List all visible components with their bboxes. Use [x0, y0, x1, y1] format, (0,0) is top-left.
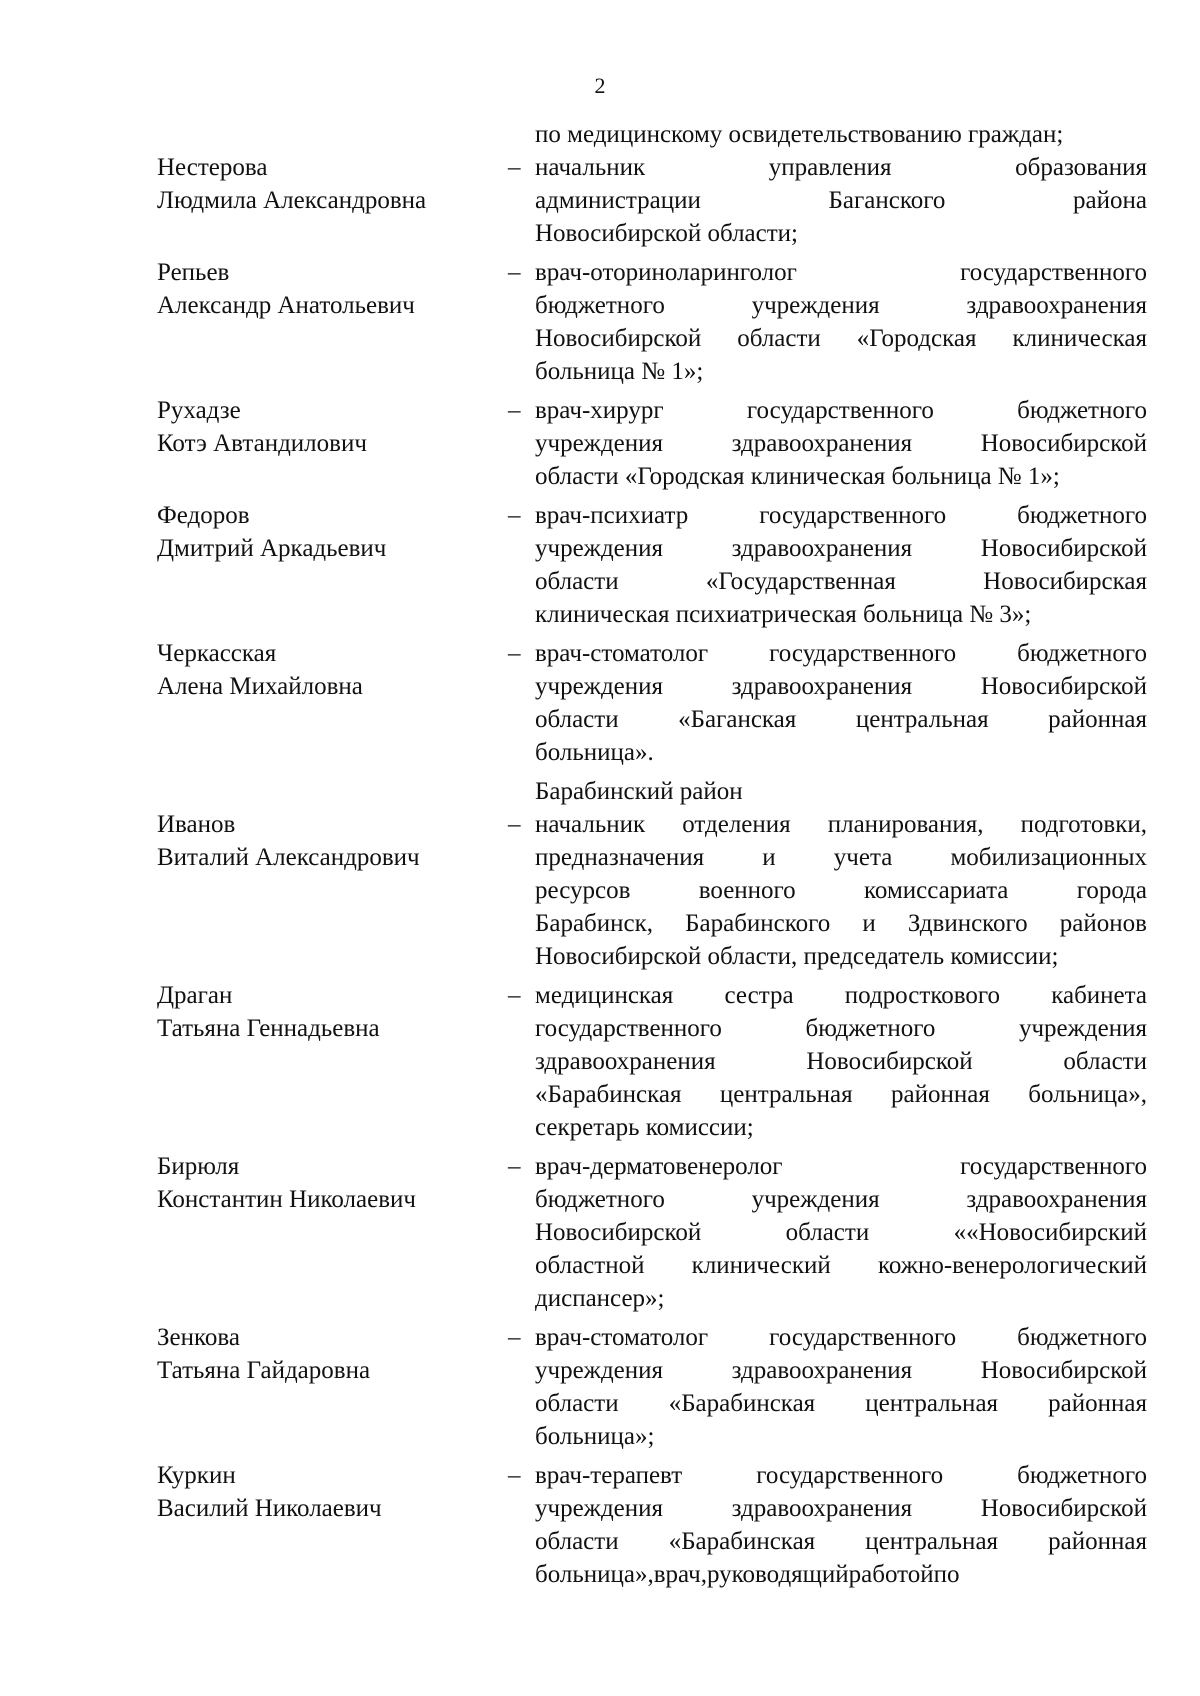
description-fragment: ресурсов	[535, 877, 631, 904]
description-fragment: бюджетного	[535, 1186, 665, 1213]
members-group-b	[157, 808, 1147, 1597]
description-fragment: Новосибирской	[535, 325, 702, 352]
description-fragment: бюджетного	[1017, 1462, 1147, 1489]
entry-line	[157, 1492, 1147, 1525]
description-fragment: районная	[891, 1081, 990, 1108]
description-fragment: здравоохранения	[731, 1495, 913, 1522]
position-description-line	[535, 637, 1147, 670]
position-description-line	[535, 1420, 1147, 1453]
description-fragment: здравоохранения	[535, 1048, 716, 1075]
description-fragment: и	[762, 844, 776, 871]
description-fragment: Новосибирской области, председатель комиссии;	[535, 943, 1059, 970]
position-description-line	[535, 1150, 1147, 1183]
description-fragment: здравоохранения	[731, 1357, 913, 1384]
member-surname: Драган	[157, 982, 233, 1009]
entry-line	[157, 460, 1147, 493]
description-fragment: области	[535, 1528, 619, 1555]
description-fragment: учреждения	[535, 535, 664, 562]
description-fragment: и	[862, 910, 876, 937]
entry-line	[157, 532, 1147, 565]
position-description-line	[535, 289, 1147, 322]
entry-line	[157, 1045, 1147, 1078]
entry-line	[157, 598, 1147, 631]
description-fragment: бюджетного	[1017, 397, 1147, 424]
entry-line	[157, 1558, 1147, 1591]
position-description-line	[535, 256, 1147, 289]
member-entry	[157, 499, 1147, 631]
description-fragment: образования	[1015, 154, 1147, 181]
description-fragment: врач-стоматолог	[535, 640, 709, 667]
dash-separator: –	[508, 811, 521, 838]
description-fragment: предназначения	[535, 844, 705, 871]
description-fragment: работой	[848, 1561, 934, 1588]
section-title-text: Барабинский район	[535, 778, 743, 805]
description-fragment: врач-терапевт	[535, 1462, 683, 1489]
member-entry	[157, 1150, 1147, 1315]
description-fragment: подросткового	[844, 982, 1000, 1009]
entry-line	[157, 565, 1147, 598]
entry-line	[157, 1282, 1147, 1315]
entry-line	[157, 736, 1147, 769]
entry-line	[157, 907, 1147, 940]
intro-text: по медицинскому освидетельствованию граждан;	[535, 121, 1064, 148]
dash-separator: –	[508, 640, 521, 667]
position-description-line	[535, 1012, 1147, 1045]
member-surname: Репьев	[157, 259, 230, 286]
entry-line	[157, 322, 1147, 355]
description-fragment: здравоохранения	[966, 1186, 1147, 1213]
member-entry	[157, 979, 1147, 1144]
position-description-line	[535, 703, 1147, 736]
entry-line	[157, 1216, 1147, 1249]
entry-line	[157, 1150, 1147, 1183]
description-fragment: области	[1063, 1048, 1147, 1075]
description-fragment: центральная	[719, 1081, 853, 1108]
entry-spacer	[157, 1591, 1147, 1597]
description-fragment: учреждения	[535, 673, 664, 700]
description-fragment: государственного	[960, 1153, 1147, 1180]
description-fragment: врач-хирург	[535, 397, 664, 424]
description-fragment: мобилизационных	[950, 844, 1147, 871]
description-fragment: Новосибирской	[980, 673, 1147, 700]
description-fragment: Баганского	[828, 187, 946, 214]
dash-separator: –	[508, 502, 521, 529]
dash-separator: –	[508, 1324, 521, 1351]
description-fragment: Новосибирская	[983, 568, 1147, 595]
position-description-line	[535, 1111, 1147, 1144]
member-surname: Рухадзе	[157, 397, 241, 424]
entry-line	[157, 1525, 1147, 1558]
description-fragment: врач-стоматолог	[535, 1324, 709, 1351]
member-given-names: Татьяна Гайдаровна	[157, 1357, 371, 1384]
entry-line	[157, 1183, 1147, 1216]
member-entry	[157, 1321, 1147, 1453]
position-description-line	[535, 499, 1147, 532]
member-given-names: Людмила Александровна	[157, 187, 427, 214]
description-fragment: больница № 1»;	[535, 358, 704, 385]
description-fragment: больница».	[535, 739, 654, 766]
description-fragment: врач,	[653, 1561, 707, 1588]
member-given-names: Татьяна Геннадьевна	[157, 1015, 380, 1042]
member-given-names: Александр Анатольевич	[157, 292, 415, 319]
position-description-line	[535, 565, 1147, 598]
description-fragment: больница»,	[535, 1561, 654, 1588]
position-description-line	[535, 322, 1147, 355]
position-description-line	[535, 394, 1147, 427]
description-fragment: учреждения	[535, 430, 664, 457]
position-description-line	[535, 1492, 1147, 1525]
description-fragment: здравоохранения	[731, 535, 913, 562]
position-description-line	[535, 907, 1147, 940]
entry-line	[157, 874, 1147, 907]
member-given-names: Виталий Александрович	[157, 844, 420, 871]
description-fragment: учреждения	[1018, 1015, 1147, 1042]
description-fragment: клиническая психиатрическая больница № 3»;	[535, 601, 1032, 628]
position-description-line	[535, 1525, 1147, 1558]
dash-separator: –	[508, 259, 521, 286]
description-fragment: Новосибирской	[980, 535, 1147, 562]
dash-separator: –	[508, 1153, 521, 1180]
description-fragment: секретарь комиссии;	[535, 1114, 754, 1141]
entry-line	[157, 256, 1147, 289]
entry-line	[157, 184, 1147, 217]
position-description-line	[535, 808, 1147, 841]
description-fragment: бюджетного	[805, 1015, 936, 1042]
member-given-names: Алена Михайловна	[157, 673, 363, 700]
entry-line	[157, 427, 1147, 460]
position-description-line	[535, 1183, 1147, 1216]
entry-line	[157, 637, 1147, 670]
description-fragment: учреждения	[751, 292, 880, 319]
member-given-names: Дмитрий Аркадьевич	[157, 535, 387, 562]
position-description-line	[535, 1558, 1147, 1591]
member-surname: Иванов	[157, 811, 236, 838]
position-description-line	[535, 736, 1147, 769]
member-given-names: Котэ Автандилович	[157, 430, 367, 457]
entry-line	[157, 499, 1147, 532]
description-fragment: диспансер»;	[535, 1285, 665, 1312]
entry-line	[157, 217, 1147, 250]
position-description-line	[535, 427, 1147, 460]
position-description-line	[535, 1459, 1147, 1492]
description-fragment: учреждения	[535, 1357, 664, 1384]
position-description-line	[535, 1387, 1147, 1420]
description-fragment: Барабинского	[685, 910, 831, 937]
description-fragment: государственного	[746, 397, 934, 424]
description-fragment: сестра	[724, 982, 794, 1009]
entry-line	[157, 670, 1147, 703]
description-fragment: по	[933, 1561, 960, 1588]
entry-line	[157, 703, 1147, 736]
position-description-line	[535, 460, 1147, 493]
description-fragment: «Городская	[856, 325, 977, 352]
description-fragment: учреждения	[751, 1186, 880, 1213]
entry-line	[157, 1459, 1147, 1492]
description-fragment: учреждения	[535, 1495, 664, 1522]
description-fragment: «Государственная	[705, 568, 896, 595]
position-description-line	[535, 184, 1147, 217]
member-entry	[157, 256, 1147, 388]
description-fragment: планирования,	[827, 811, 984, 838]
description-fragment: начальник	[535, 811, 646, 838]
position-description-line	[535, 1321, 1147, 1354]
page-number: 2	[594, 73, 606, 98]
description-fragment: Новосибирской	[535, 1219, 702, 1246]
commission-list	[157, 118, 1147, 1597]
description-fragment: государственного	[535, 1015, 722, 1042]
description-fragment: области	[737, 325, 821, 352]
member-entry	[157, 1459, 1147, 1591]
position-description-line	[535, 1249, 1147, 1282]
description-fragment: врач-дерматовенеролог	[535, 1153, 783, 1180]
description-fragment: центральная	[865, 1390, 999, 1417]
section-title	[157, 775, 1147, 808]
position-description-line	[535, 979, 1147, 1012]
position-description-line	[535, 670, 1147, 703]
entry-line	[157, 1078, 1147, 1111]
description-fragment: района	[1073, 187, 1147, 214]
description-fragment: Барабинск,	[535, 910, 654, 937]
description-fragment: областной	[535, 1252, 645, 1279]
position-description-line	[535, 355, 1147, 388]
entry-line	[157, 940, 1147, 973]
description-fragment: «Баганская	[678, 706, 797, 733]
description-fragment: области	[535, 1390, 619, 1417]
entry-line	[157, 1387, 1147, 1420]
description-fragment: медицинская	[535, 982, 674, 1009]
entry-line	[157, 1420, 1147, 1453]
description-fragment: государственного	[769, 640, 957, 667]
position-description-line	[535, 532, 1147, 565]
description-fragment: государственного	[756, 1462, 944, 1489]
description-fragment: клинический	[691, 1252, 831, 1279]
description-fragment: управления	[768, 154, 892, 181]
description-fragment: области	[535, 568, 619, 595]
position-description-line	[535, 217, 1147, 250]
position-description-line	[535, 1078, 1147, 1111]
members-group-a	[157, 151, 1147, 775]
description-fragment: больница»;	[535, 1423, 655, 1450]
member-entry	[157, 151, 1147, 250]
description-fragment: центральная	[855, 706, 989, 733]
description-fragment: «Барабинская	[668, 1528, 816, 1555]
member-surname: Федоров	[157, 502, 250, 529]
member-surname: Нестерова	[157, 154, 268, 181]
description-fragment: Новосибирской	[980, 430, 1147, 457]
description-fragment: Новосибирской	[806, 1048, 973, 1075]
position-description-line	[535, 598, 1147, 631]
description-fragment: государственного	[769, 1324, 957, 1351]
description-fragment: области «Городская клиническая больница № 1»;	[535, 463, 1060, 490]
description-fragment: области	[785, 1219, 870, 1246]
description-fragment: здравоохранения	[731, 430, 913, 457]
description-fragment: здравоохранения	[731, 673, 913, 700]
description-fragment: Здвинского	[907, 910, 1028, 937]
description-fragment: кожно-венерологический	[877, 1252, 1147, 1279]
description-fragment: учета	[833, 844, 893, 871]
description-fragment: бюджетного	[1017, 640, 1147, 667]
member-given-names: Василий Николаевич	[157, 1495, 382, 1522]
description-fragment: врач-психиатр	[535, 502, 689, 529]
position-description-line	[535, 1045, 1147, 1078]
description-fragment: бюджетного	[1017, 1324, 1147, 1351]
entry-line	[157, 979, 1147, 1012]
intro-line	[157, 118, 1147, 151]
entry-line	[157, 355, 1147, 388]
member-given-names: Константин Николаевич	[157, 1186, 416, 1213]
dash-separator: –	[508, 1462, 521, 1489]
member-surname: Зенкова	[157, 1324, 240, 1351]
description-fragment: военного	[698, 877, 796, 904]
member-entry	[157, 808, 1147, 973]
member-entry	[157, 394, 1147, 493]
description-fragment: комиссариата	[864, 877, 1009, 904]
entry-line	[157, 808, 1147, 841]
entry-line	[157, 1249, 1147, 1282]
description-fragment: города	[1076, 877, 1147, 904]
entry-line	[157, 289, 1147, 322]
position-description-line	[535, 940, 1147, 973]
description-fragment: бюджетного	[1017, 502, 1147, 529]
position-description-line	[535, 874, 1147, 907]
description-fragment: районная	[1048, 706, 1147, 733]
entry-line	[157, 1321, 1147, 1354]
description-fragment: бюджетного	[535, 292, 665, 319]
description-fragment: Новосибирской области;	[535, 220, 799, 247]
entry-line	[157, 151, 1147, 184]
description-fragment: «Барабинская	[535, 1081, 682, 1108]
description-fragment: районная	[1048, 1390, 1147, 1417]
member-entry	[157, 637, 1147, 769]
entry-line	[157, 1012, 1147, 1045]
member-surname: Бирюля	[157, 1153, 240, 1180]
entry-line	[157, 841, 1147, 874]
description-fragment: кабинета	[1051, 982, 1147, 1009]
entry-line	[157, 1354, 1147, 1387]
description-fragment: Новосибирской	[980, 1495, 1147, 1522]
entry-line	[157, 1111, 1147, 1144]
description-fragment: врач-оториноларинголог	[535, 259, 797, 286]
description-fragment: центральная	[865, 1528, 999, 1555]
dash-separator: –	[508, 397, 521, 424]
description-fragment: Новосибирской	[980, 1357, 1147, 1384]
description-fragment: государственного	[759, 502, 947, 529]
description-fragment: области	[535, 706, 619, 733]
description-fragment: ««Новосибирский	[953, 1219, 1147, 1246]
position-description-line	[535, 1216, 1147, 1249]
description-fragment: районов	[1059, 910, 1147, 937]
description-fragment: больница»,	[1028, 1081, 1147, 1108]
member-surname: Куркин	[157, 1462, 236, 1489]
position-description-line	[535, 1282, 1147, 1315]
description-fragment: здравоохранения	[966, 292, 1147, 319]
description-fragment: «Барабинская	[668, 1390, 816, 1417]
description-fragment: районная	[1048, 1528, 1147, 1555]
member-surname: Черкасская	[157, 640, 277, 667]
position-description-line	[535, 1354, 1147, 1387]
dash-separator: –	[508, 982, 521, 1009]
position-description-line	[535, 151, 1147, 184]
entry-line	[157, 394, 1147, 427]
dash-separator: –	[508, 154, 521, 181]
description-fragment: отделения	[682, 811, 791, 838]
description-fragment: администрации	[535, 187, 701, 214]
description-fragment: начальник	[535, 154, 646, 181]
description-fragment: клиническая	[1012, 325, 1147, 352]
position-description-line	[535, 841, 1147, 874]
description-fragment: подготовки,	[1020, 811, 1147, 838]
description-fragment: руководящий	[706, 1561, 849, 1588]
description-fragment: государственного	[960, 259, 1147, 286]
